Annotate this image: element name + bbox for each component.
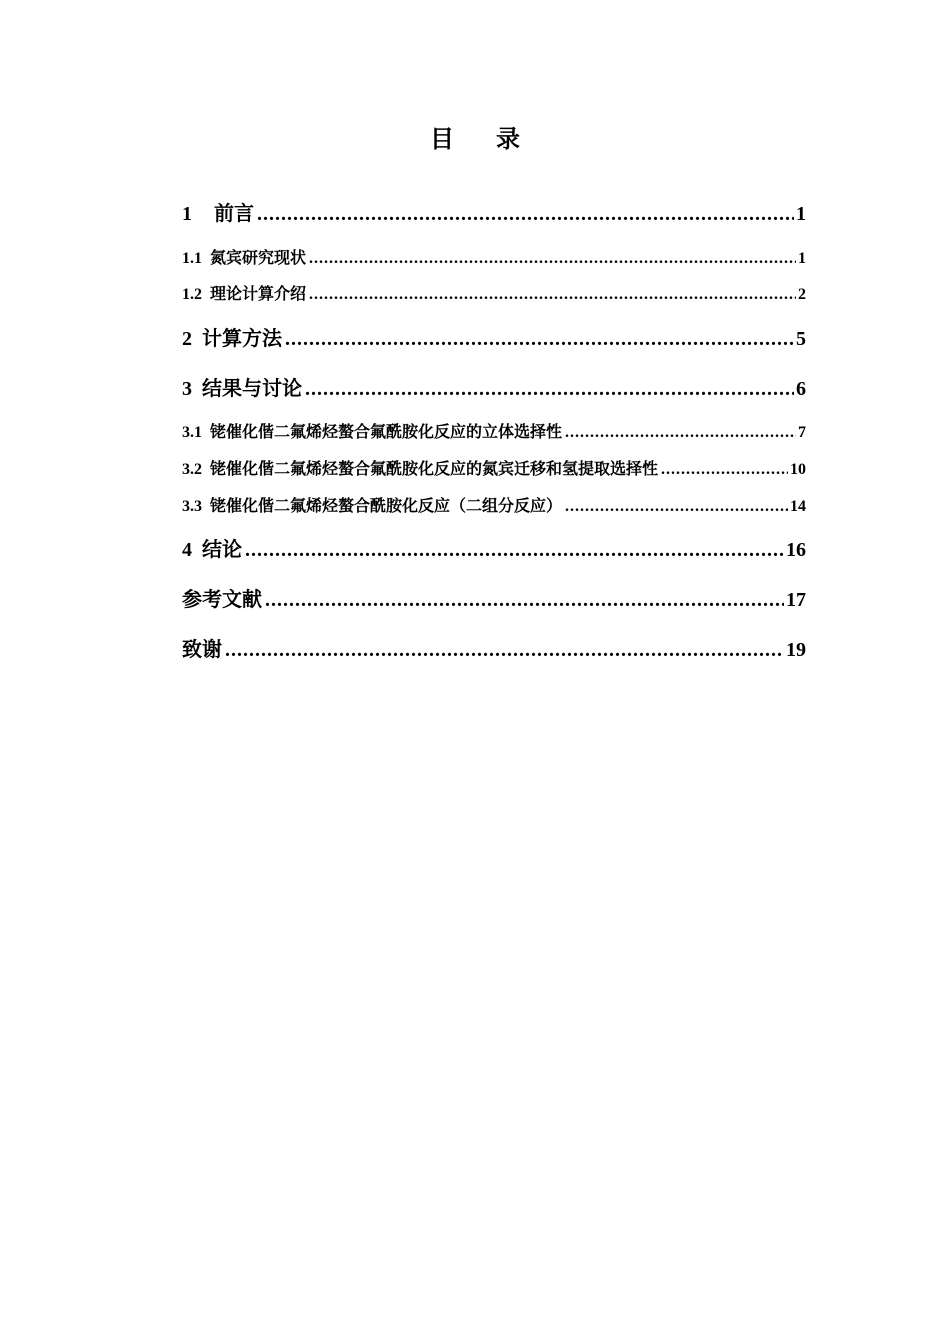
toc-entry-number: 4 [182,539,192,561]
toc-entry-3-1[interactable] [182,421,806,445]
toc-entry-page: 14 [790,498,806,515]
toc-entry-label: 参考文献 [182,589,262,611]
toc-leader-dots [565,421,796,445]
toc-entry-number: 3.1 [182,424,202,441]
toc-entry-label: 铑催化偕二氟烯烃螯合氟酰胺化反应的氮宾迁移和氢提取选择性 [210,461,659,478]
toc-entry-1-1[interactable] [182,247,806,271]
toc-leader-dots [245,536,784,564]
toc-entry-label: 结果与讨论 [202,378,302,400]
toc-entry-page: 1 [798,250,806,267]
toc-entry-page: 7 [798,424,806,441]
toc-entry-references[interactable] [182,586,806,614]
toc-entry-number: 1.1 [182,250,202,267]
toc-leader-dots [309,283,796,307]
toc-entry-number: 1.2 [182,286,202,303]
toc-entry-page: 10 [790,461,806,478]
toc-entry-page: 6 [796,378,806,400]
toc-entry-page: 1 [796,203,806,225]
toc-entry-number: 3.3 [182,498,202,515]
toc-entry-label: 铑催化偕二氟烯烃螯合酰胺化反应（二组分反应） [210,498,563,515]
toc-leader-dots [257,200,794,228]
toc-entry-page: 2 [798,286,806,303]
toc-entry-number: 2 [182,328,192,350]
toc-entry-acknowledgements[interactable] [182,636,806,664]
toc-entry-intro[interactable] [182,200,806,228]
toc-leader-dots [309,247,796,271]
toc-entry-label: 计算方法 [202,328,282,350]
toc-entry-results[interactable] [182,375,806,403]
toc-entry-label: 结论 [202,539,242,561]
toc-leader-dots [661,458,788,482]
toc-entry-label: 理论计算介绍 [210,286,307,303]
toc-entry-page: 5 [796,328,806,350]
toc-entry-methods[interactable] [182,325,806,353]
toc-leader-dots [265,586,784,614]
toc-leader-dots [225,636,784,664]
toc-entry-3-2[interactable] [182,458,806,482]
toc-entry-number: 1 [182,203,192,225]
toc-entry-label: 氮宾研究现状 [210,250,307,267]
toc-entry-label: 铑催化偕二氟烯烃螯合氟酰胺化反应的立体选择性 [210,424,563,441]
toc-entry-label: 致谢 [182,639,222,661]
toc-entry-page: 17 [786,589,806,611]
page-title: 目录 [430,127,562,153]
toc-entry-label: 前言 [214,203,254,225]
toc-leader-dots [305,375,794,403]
toc-entry-conclusion[interactable] [182,536,806,564]
toc-entry-number: 3 [182,378,192,400]
toc-entry-page: 16 [786,539,806,561]
toc-entry-page: 19 [786,639,806,661]
toc-leader-dots [565,495,788,519]
toc-leader-dots [285,325,794,353]
toc-entry-1-2[interactable] [182,283,806,307]
toc-entry-3-3[interactable] [182,495,806,519]
toc-entry-number: 3.2 [182,461,202,478]
